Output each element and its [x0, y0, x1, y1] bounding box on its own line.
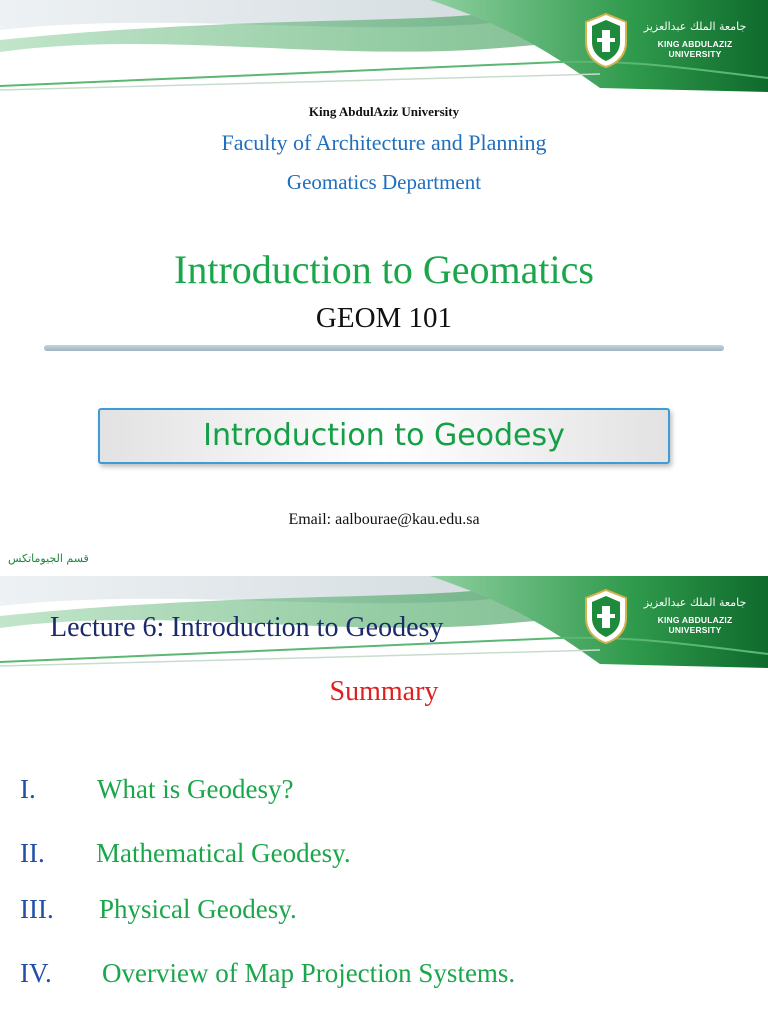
header-banner [0, 0, 768, 92]
course-title: Introduction to Geomatics [174, 247, 594, 292]
lecture-title: Lecture 6: Introduction to Geodesy [50, 612, 444, 643]
list-item [0, 774, 768, 814]
list-item [0, 894, 768, 934]
faculty-name: Faculty of Architecture and Planning [221, 130, 547, 155]
summary-heading: Summary [329, 676, 439, 707]
department-name-arabic: قسم الجيوماتكس [8, 552, 89, 565]
university-name-english: KING ABDULAZIZ UNIVERSITY [657, 39, 733, 59]
list-item-text: What is Geodesy? [97, 774, 294, 804]
list-item [0, 958, 768, 998]
list-item [0, 838, 768, 878]
university-crest-icon [582, 12, 630, 68]
university-logo [582, 588, 760, 646]
summary-slide [0, 576, 768, 1024]
divider [44, 345, 724, 351]
list-item-text: Mathematical Geodesy. [96, 838, 351, 868]
university-name-arabic: جامعة الملك عبدالعزيز [643, 20, 747, 33]
university-name-english: KING ABDULAZIZ UNIVERSITY [657, 615, 733, 635]
university-name: King AbdulAziz University [308, 104, 460, 119]
list-numeral: II. [20, 838, 45, 868]
topic-box: Introduction to Geodesy [98, 408, 670, 464]
list-item-text: Physical Geodesy. [99, 894, 297, 924]
list-numeral: IV. [20, 958, 52, 988]
list-numeral: III. [20, 894, 54, 924]
list-item-text: Overview of Map Projection Systems. [102, 958, 516, 988]
email-text: Email: aalbourae@kau.edu.sa [288, 511, 480, 528]
university-name-arabic: جامعة الملك عبدالعزيز [643, 596, 747, 609]
university-crest-icon [582, 588, 630, 644]
university-logo [582, 12, 760, 70]
course-code: GEOM 101 [315, 302, 453, 334]
list-numeral: I. [20, 774, 36, 804]
department-name: Geomatics Department [286, 170, 482, 194]
